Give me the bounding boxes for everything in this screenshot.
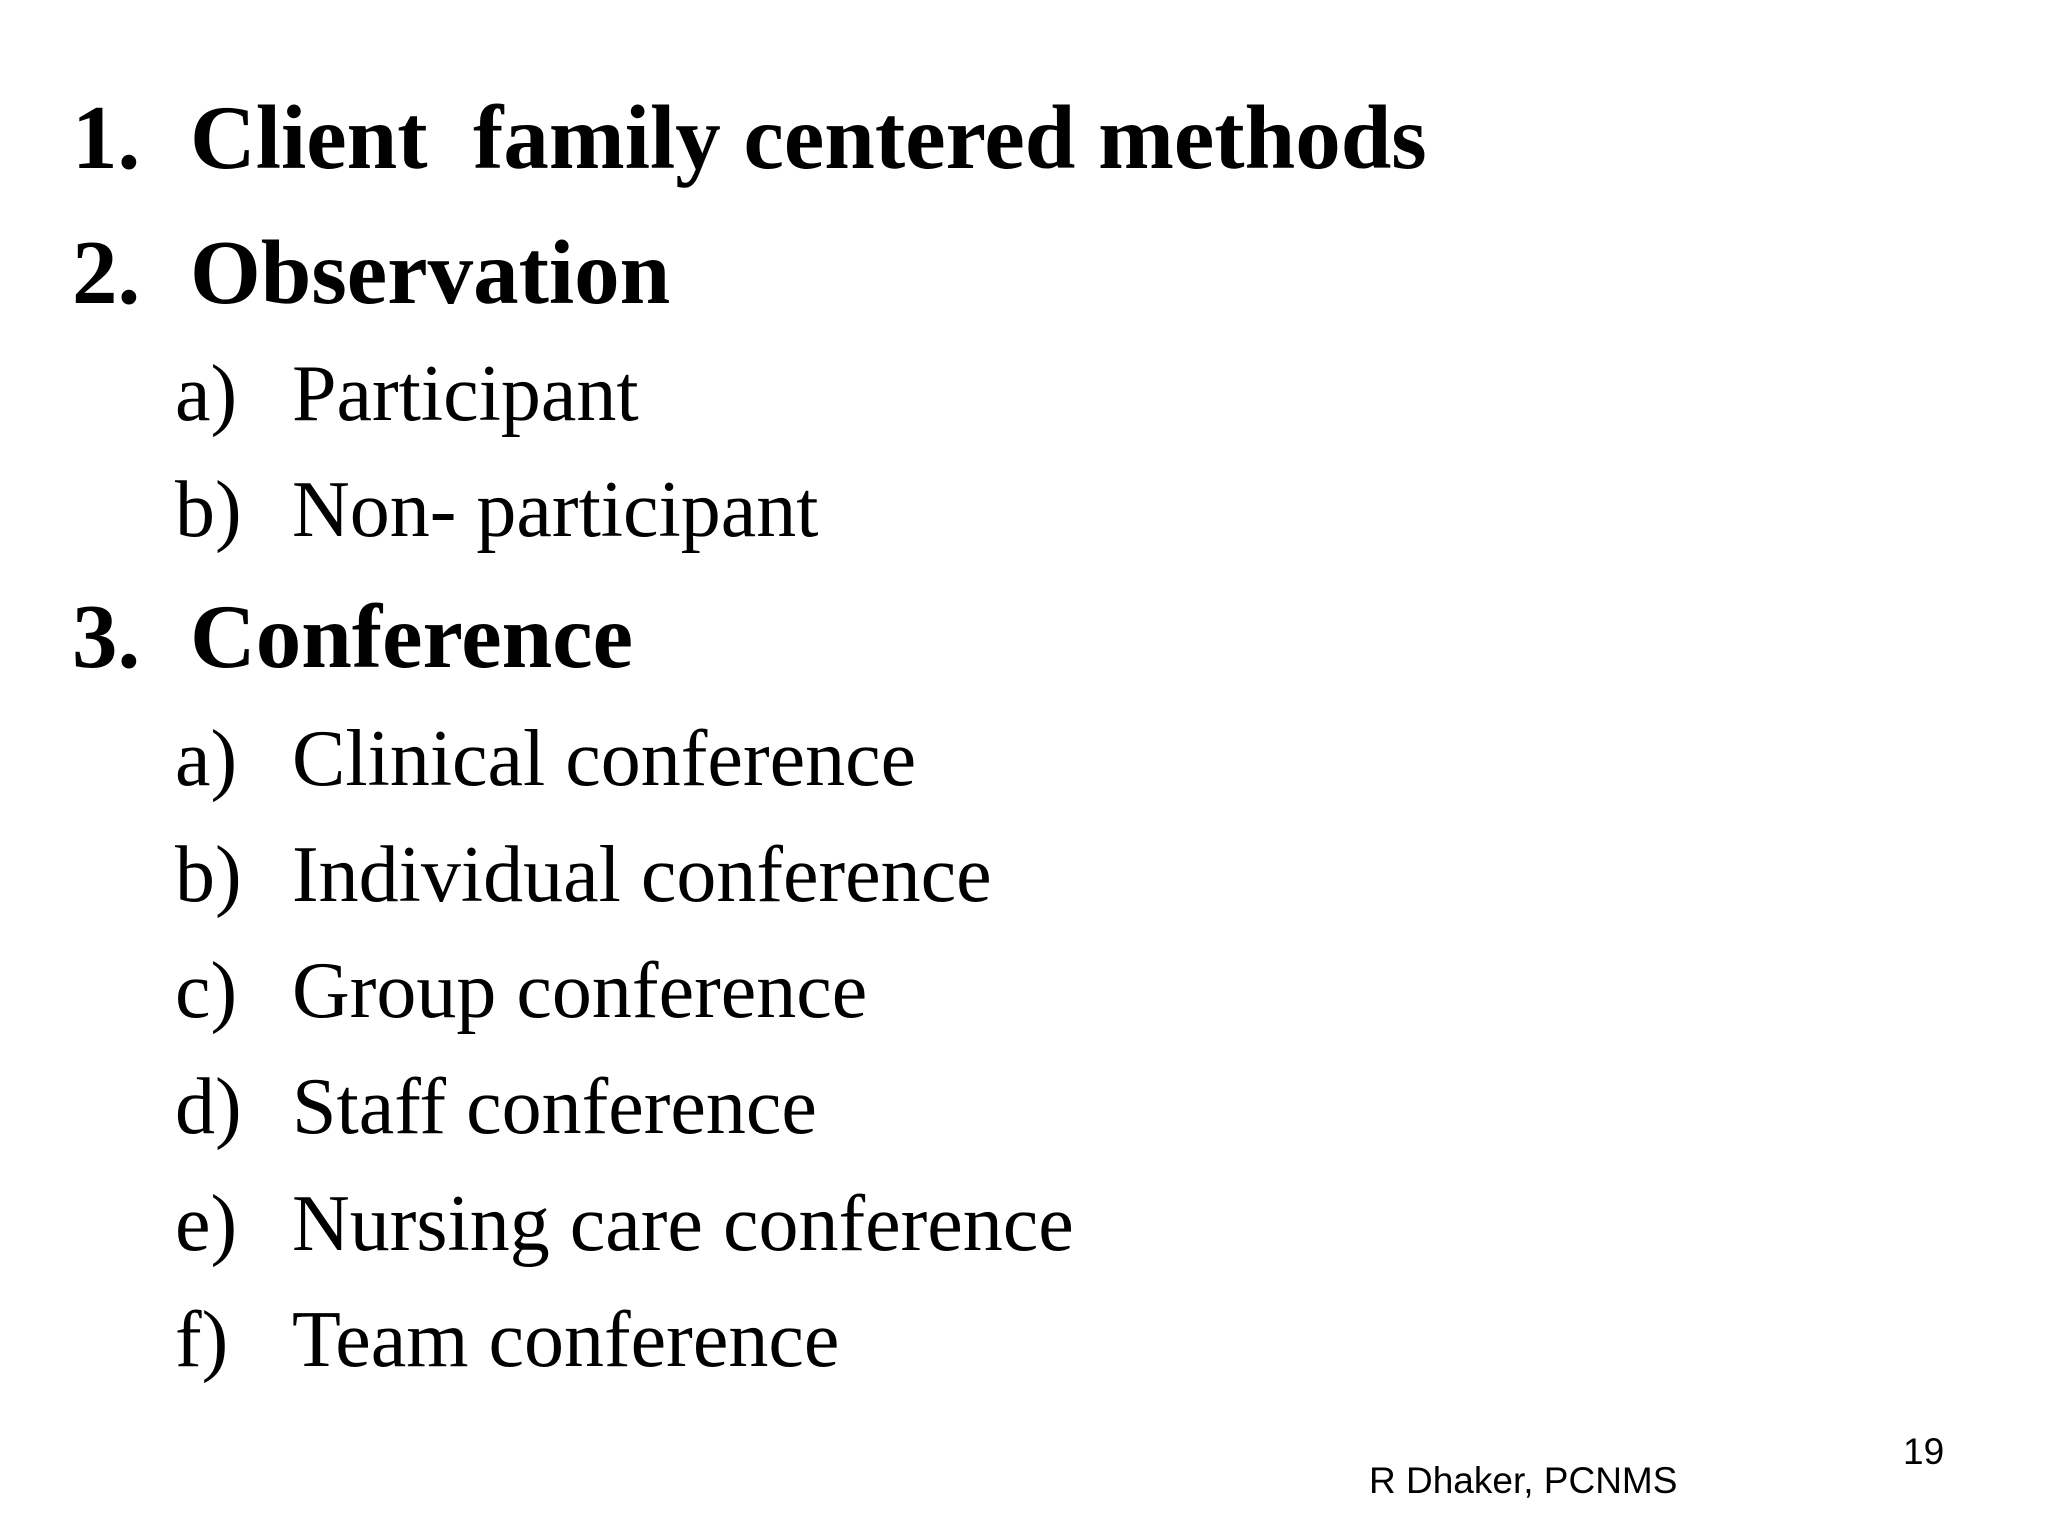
list-number: 1. [72, 87, 141, 188]
sub-item-letter: a) [175, 350, 238, 438]
sub-item-letter: d) [175, 1063, 242, 1151]
sub-item-letter: f) [175, 1296, 229, 1384]
sub-item-letter: b) [175, 831, 242, 919]
sub-item-text: Group conference [292, 947, 868, 1035]
list-number: 3. [72, 586, 141, 687]
sub-item-text: Nursing care conference [292, 1180, 1074, 1268]
sub-item-letter: b) [175, 466, 242, 554]
list-item-text: Observation [190, 222, 671, 323]
sub-item-text: Individual conference [292, 831, 992, 919]
list-item-text: Client family centered methods [190, 87, 1427, 188]
sub-item-text: Team conference [292, 1296, 840, 1384]
list-number: 2. [72, 222, 141, 323]
sub-item-text: Clinical conference [292, 715, 917, 803]
sub-item-text: Non- participant [292, 466, 819, 554]
sub-item-letter: a) [175, 715, 238, 803]
page-number: 19 [1903, 1431, 1945, 1472]
author-footer: R Dhaker, PCNMS [1369, 1460, 1678, 1501]
list-item-text: Conference [190, 586, 634, 687]
sub-item-text: Staff conference [292, 1063, 817, 1151]
sub-item-letter: e) [175, 1180, 238, 1268]
sub-item-text: Participant [292, 350, 639, 438]
sub-item-letter: c) [175, 947, 238, 1035]
